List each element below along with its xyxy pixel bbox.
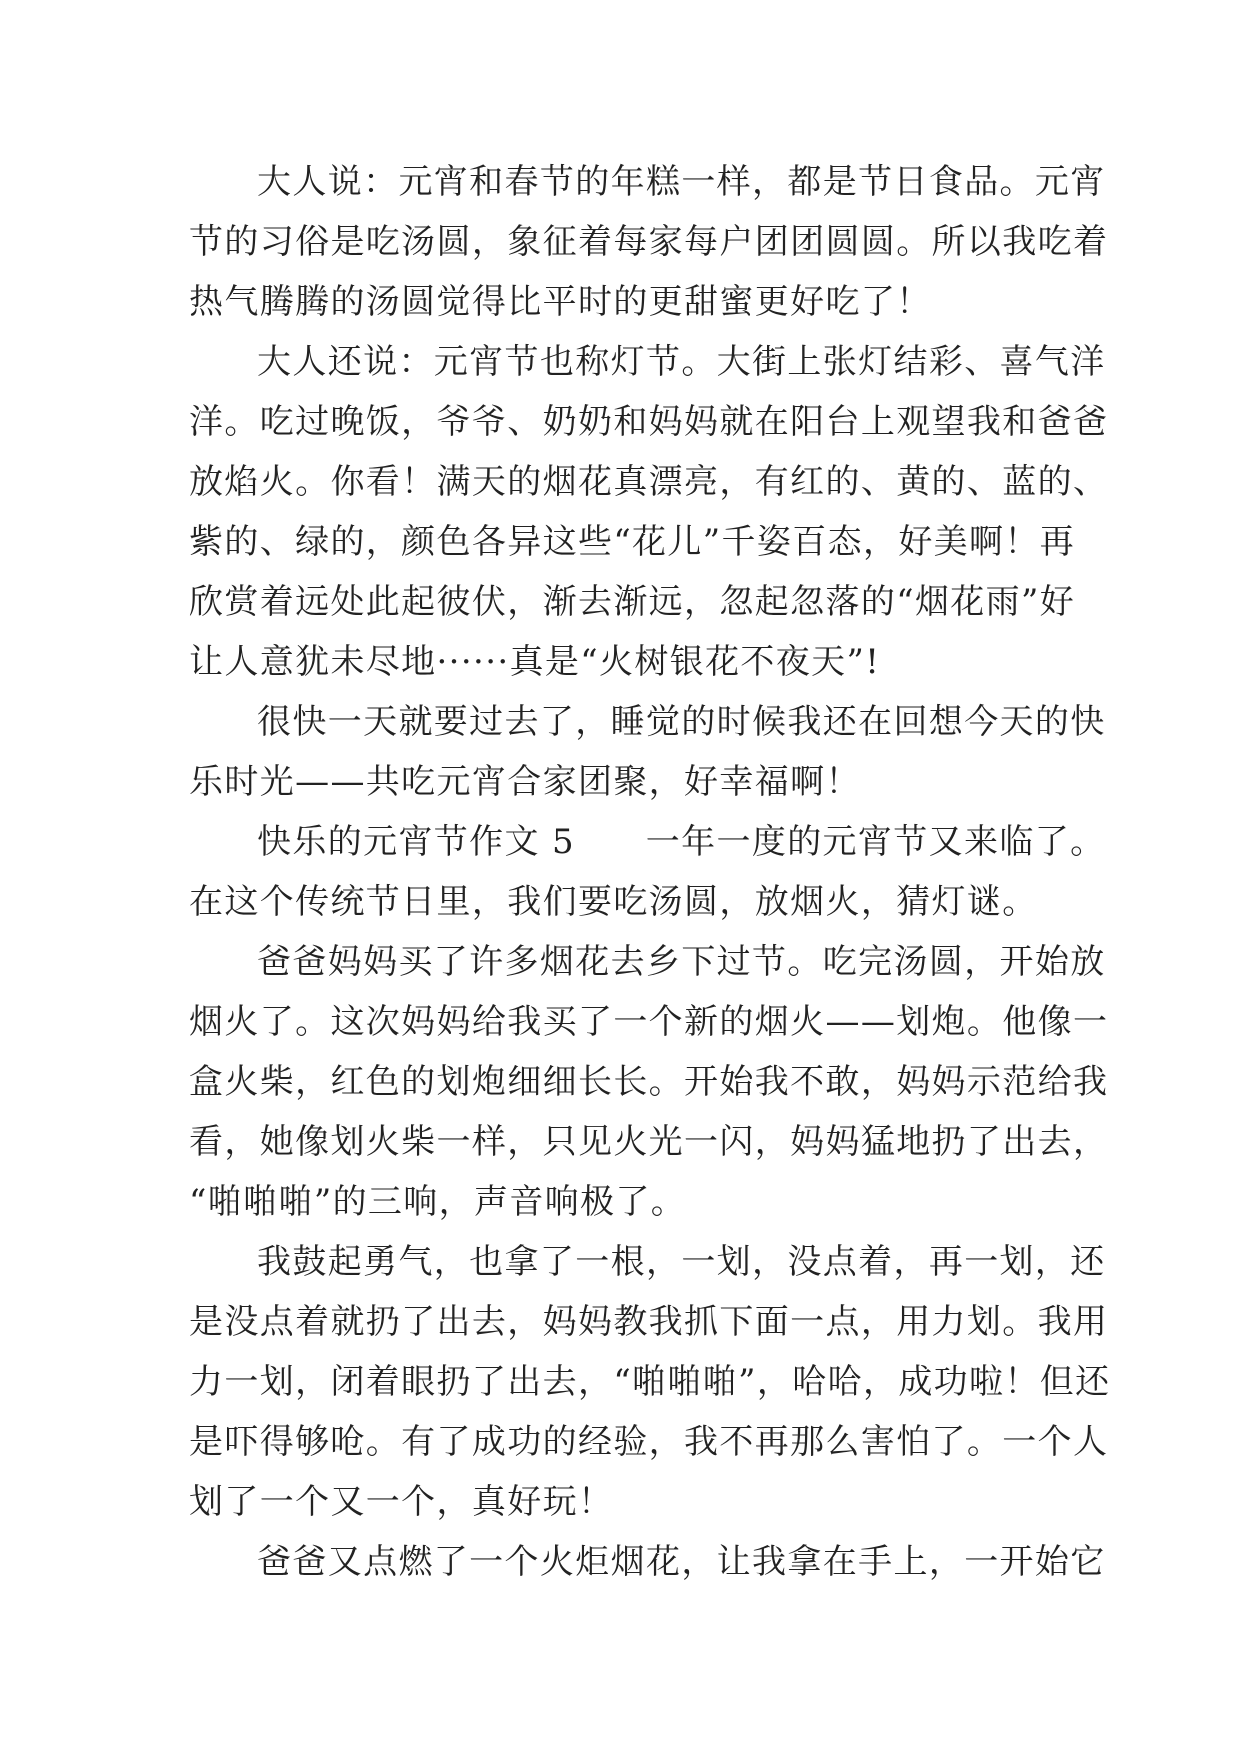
text-line: 烟火了。这次妈妈给我买了一个新的烟火——划炮。他像一 <box>189 1002 1109 1042</box>
text-line: 我鼓起勇气，也拿了一根，一划，没点着，再一划，还 <box>257 1242 1106 1282</box>
text-line: “啪啪啪”的三响，声音响极了。 <box>189 1182 687 1222</box>
text-line: 爸爸又点燃了一个火炬烟花，让我拿在手上，一开始它 <box>257 1542 1106 1582</box>
text-line: 力一划，闭着眼扔了出去，“啪啪啪”，哈哈，成功啦！但还 <box>189 1362 1111 1402</box>
text-line: 看，她像划火柴一样，只见火光一闪，妈妈猛地扔了出去， <box>189 1122 1109 1162</box>
essay-text <box>189 152 1111 1592</box>
text-line: 让人意犹未尽地······真是“火树银花不夜天”! <box>189 642 881 682</box>
text-line: 热气腾腾的汤圆觉得比平时的更甜蜜更好吃了！ <box>189 282 932 322</box>
text-line: 划了一个又一个，真好玩！ <box>189 1482 614 1522</box>
text-line: 紫的、绿的，颜色各异这些“花儿”千姿百态，好美啊！再 <box>189 522 1076 562</box>
text-line: 是没点着就扔了出去，妈妈教我抓下面一点，用力划。我用 <box>189 1302 1109 1342</box>
text-line: 大人说：元宵和春节的年糕一样，都是节日食品。元宵 <box>257 162 1106 202</box>
text-line: 爸爸妈妈买了许多烟花去乡下过节。吃完汤圆，开始放 <box>257 942 1106 982</box>
text-line: 很快一天就要过去了，睡觉的时候我还在回想今天的快 <box>257 702 1106 742</box>
essay-heading-line: 快乐的元宵节作文 5 一年一度的元宵节又来临了。 <box>257 822 1106 862</box>
text-line: 放焰火。你看！满天的烟花真漂亮，有红的、黄的、蓝的、 <box>189 462 1109 502</box>
text-line: 大人还说：元宵节也称灯节。大街上张灯结彩、喜气洋 <box>257 342 1106 382</box>
text-line: 欣赏着远处此起彼伏，渐去渐远，忽起忽落的“烟花雨”好 <box>189 582 1076 622</box>
text-line: 乐时光——共吃元宵合家团聚，好幸福啊！ <box>189 762 861 802</box>
text-line: 是吓得够呛。有了成功的经验，我不再那么害怕了。一个人 <box>189 1422 1109 1462</box>
text-line: 盒火柴，红色的划炮细细长长。开始我不敢，妈妈示范给我 <box>189 1062 1109 1102</box>
text-line: 洋。吃过晚饭，爷爷、奶奶和妈妈就在阳台上观望我和爸爸 <box>189 402 1109 442</box>
text-line: 在这个传统节日里，我们要吃汤圆，放烟火，猜灯谜。 <box>189 882 1038 922</box>
text-line: 节的习俗是吃汤圆，象征着每家每户团团圆圆。所以我吃着 <box>189 222 1109 262</box>
